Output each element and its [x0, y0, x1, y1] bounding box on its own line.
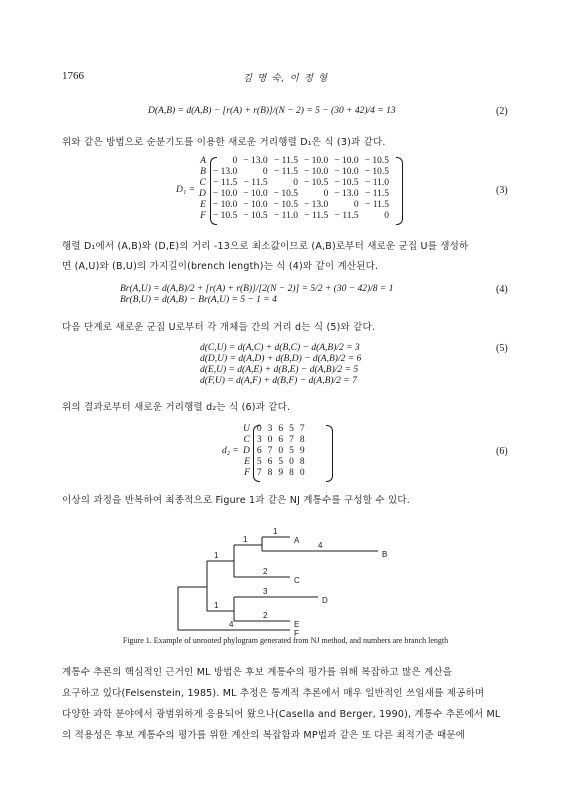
matrix-6-cell: 5	[289, 424, 294, 434]
matrix-6-cell: 9	[278, 468, 284, 478]
matrix-3-row-label: F	[200, 211, 206, 221]
matrix-3-cell: 0	[353, 200, 359, 210]
matrix-6-cell: 9	[299, 446, 305, 456]
matrix-3-row-label: D	[199, 189, 206, 199]
matrix-3-name: D₁ =	[176, 185, 195, 195]
equation-5-line-2: d(D,U) = d(A,D) + d(B,D) − d(A,B)/2 = 6	[200, 354, 362, 364]
matrix-6	[240, 424, 308, 479]
equation-2: D(A,B) = d(A,B) − [r(A) + r(B)]/(N − 2) = 5 − (30 + 42)/4 = 13	[148, 106, 396, 116]
matrix-3-cell: − 10.5	[212, 211, 238, 221]
matrix-3-cell: − 10.5	[273, 189, 298, 199]
matrix-3-right-bracket	[396, 157, 403, 225]
matrix-6-row-label: C	[243, 435, 250, 445]
equation-number-3: (3)	[496, 185, 508, 196]
matrix-6-cell: 7	[299, 424, 305, 434]
matrix-3-row-label: E	[200, 200, 206, 210]
matrix-3-cell: − 10.0	[212, 189, 238, 199]
matrix-3-cell: − 10.0	[303, 156, 329, 166]
tree-branch-length-label: 4	[318, 541, 323, 550]
paragraph-2-line-2: 면 (A,U)와 (B,U)의 가지길이(brench length)는 식 (4)와 같이 계산된다.	[62, 261, 379, 272]
tree-branch-length-label: 1	[214, 551, 219, 560]
figure-1-phylogram	[0, 515, 571, 640]
matrix-6-name: d₂ =	[222, 446, 239, 456]
paragraph-1: 위와 같은 방법으로 순분기도를 이용한 새로운 거리행렬 D₁은 식 (3)과 같다.	[62, 137, 386, 148]
matrix-6-cell: 7	[267, 446, 273, 456]
paragraph-3: 다음 단계로 새로운 군집 U로부터 각 개체들 간의 거리 d는 식 (5)와 같다.	[62, 322, 376, 333]
matrix-3-cell: 0	[384, 211, 390, 221]
matrix-6-cell: 0	[256, 424, 262, 434]
matrix-6-cell: 6	[278, 435, 284, 445]
matrix-3-row	[196, 189, 392, 200]
matrix-3-cell: − 11.5	[365, 189, 390, 199]
matrix-3-cell: − 10.5	[243, 211, 268, 221]
matrix-6-cell: 5	[289, 446, 294, 456]
matrix-3-row-label: A	[200, 156, 206, 166]
equation-4-line-1: Br(A,U) = d(A,B)/2 + [r(A) + r(B)]/[2(N − 2)] = 5/2 + (30 − 42)/8 = 1	[120, 284, 394, 294]
equation-4-line-2: Br(B,U) = d(A,B) − Br(A,U) = 5 − 1 = 4	[120, 295, 277, 305]
tree-branch-length-label: 4	[229, 620, 234, 629]
matrix-6-row	[240, 468, 308, 479]
matrix-3-cell: − 13.0	[212, 167, 238, 177]
equation-number-4: (4)	[496, 284, 508, 295]
tree-leaf-label: C	[294, 576, 300, 585]
tree-branch-length-label: 1	[273, 527, 278, 536]
matrix-3-cell: − 13.0	[303, 200, 329, 210]
matrix-6-row	[240, 457, 308, 468]
equation-number-2: (2)	[496, 106, 508, 117]
matrix-6-cell: 6	[267, 457, 273, 467]
matrix-6-cell: 8	[299, 435, 305, 445]
tree-leaf-label: B	[382, 550, 388, 559]
equation-number-5: (5)	[496, 343, 508, 354]
matrix-3-cell: − 10.0	[212, 200, 238, 210]
tree-leaf-label: D	[322, 596, 328, 605]
matrix-3-cell: − 11.5	[243, 178, 268, 188]
tree-branch-length-label: 3	[263, 587, 268, 596]
matrix-3-cell: 0	[232, 156, 238, 166]
matrix-3-cell: − 11.5	[304, 211, 329, 221]
tree-leaf-label: E	[294, 620, 300, 629]
tree-branch-length-label: 1	[214, 601, 219, 610]
matrix-3-cell: 0	[262, 167, 268, 177]
matrix-6-left-bracket	[253, 425, 260, 482]
matrix-6-cell: 5	[278, 457, 284, 467]
matrix-3-cell: − 11.5	[273, 167, 298, 177]
matrix-6-cell: 7	[289, 435, 294, 445]
equation-5-line-4: d(F,U) = d(A,F) + d(B,F) − d(A,B)/2 = 7	[200, 376, 357, 386]
matrix-3-cell: − 11.5	[273, 156, 298, 166]
matrix-6-cell: 5	[256, 457, 262, 467]
matrix-6-cell: 0	[267, 435, 273, 445]
matrix-3-cell: − 10.0	[334, 156, 359, 166]
matrix-6-row-label: D	[243, 446, 250, 456]
matrix-3-cell: 0	[293, 178, 298, 188]
matrix-3-row-label: C	[199, 178, 206, 188]
tree-branch-length-label: 1	[243, 535, 248, 544]
matrix-6-table	[240, 424, 308, 479]
matrix-3-cell: − 11.5	[365, 200, 390, 210]
matrix-3-row	[196, 167, 392, 178]
matrix-3-cell: − 10.5	[334, 178, 359, 188]
matrix-6-row	[240, 424, 308, 435]
matrix-3-cell: 0	[323, 189, 329, 199]
matrix-3-cell: − 10.0	[334, 167, 359, 177]
tree-branch-length-label: 2	[263, 611, 268, 620]
paragraph-6-line-4: 의 적용성은 후보 계통수의 평가를 위한 계산의 복잡함과 MP법과 같은 또 다른 최적기준 때문에	[62, 730, 466, 741]
matrix-3-row	[196, 156, 392, 167]
matrix-6-cell: 8	[289, 468, 294, 478]
matrix-6-cell: 0	[299, 468, 305, 478]
matrix-3-cell: − 13.0	[334, 189, 359, 199]
matrix-3-row	[196, 211, 392, 222]
matrix-6-cell: 0	[289, 457, 294, 467]
tree-leaf-label: F	[294, 629, 299, 638]
paragraph-4: 위의 결과로부터 새로운 거리행렬 d₂는 식 (6)과 같다.	[62, 402, 291, 413]
matrix-3	[196, 156, 392, 222]
paragraph-2-line-1: 행렬 D₁에서 (A,B)와 (D,E)의 거리 -13으로 최소값이므로 (A,B)로부터 새로운 군집 U를 생성하	[62, 241, 469, 252]
matrix-6-cell: 8	[299, 457, 305, 467]
equation-number-6: (6)	[496, 446, 508, 457]
figure-1-caption: Figure 1. Example of unrooted phylogram generated from NJ method, and numbers are branch length	[122, 636, 449, 645]
matrix-3-left-bracket	[210, 157, 217, 225]
matrix-3-cell: − 10.5	[273, 200, 298, 210]
matrix-6-cell: 8	[267, 468, 273, 478]
matrix-3-cell: − 10.5	[364, 156, 390, 166]
matrix-3-cell: − 13.0	[243, 156, 268, 166]
matrix-3-cell: − 11.5	[213, 178, 238, 188]
paragraph-6-line-1: 계통수 추론의 핵심적인 근거인 ML 방법은 후보 계통수의 평가를 위해 복잡하고 많은 계산을	[62, 667, 453, 678]
matrix-3-cell: − 10.0	[243, 189, 268, 199]
matrix-3-table	[196, 156, 392, 222]
matrix-6-row-label: F	[244, 468, 250, 478]
matrix-6-row	[240, 446, 308, 457]
matrix-3-cell: − 10.5	[364, 167, 390, 177]
matrix-3-cell: − 10.0	[303, 167, 329, 177]
page-number: 1766	[62, 70, 84, 82]
tree-branches	[178, 537, 378, 630]
matrix-3-cell: − 11.0	[365, 178, 390, 188]
paragraph-6-line-2: 요구하고 있다(Felsenstein, 1985). ML 추정은 통계적 추론에서 매우 일반적인 쓰임새를 제공하며	[62, 688, 485, 699]
matrix-3-cell: − 10.0	[243, 200, 268, 210]
matrix-3-row	[196, 200, 392, 211]
matrix-6-row-label: E	[244, 457, 250, 467]
matrix-6-cell: 0	[278, 446, 284, 456]
paragraph-6-line-3: 다양한 과학 분야에서 광범위하게 응용되어 왔으나(Casella and Berger, 1990), 계통수 추론에서 ML	[62, 709, 501, 720]
matrix-6-cell: 3	[256, 435, 262, 445]
matrix-6-cell: 7	[256, 468, 262, 478]
equation-5-line-1: d(C,U) = d(A,C) + d(B,C) − d(A,B)/2 = 3	[200, 343, 360, 353]
matrix-6-cell: 6	[278, 424, 284, 434]
matrix-3-row-label: B	[200, 167, 206, 177]
matrix-6-cell: 6	[256, 446, 262, 456]
tree-branch-length-label: 2	[263, 567, 268, 576]
matrix-3-cell: − 11.0	[273, 211, 298, 221]
matrix-6-row	[240, 435, 308, 446]
matrix-6-cell: 3	[267, 424, 273, 434]
tree-leaf-label: A	[294, 536, 300, 545]
matrix-6-row-label: U	[243, 424, 250, 434]
equation-5-line-3: d(E,U) = d(A,E) + d(B,E) − d(A,B)/2 = 5	[200, 365, 359, 375]
matrix-3-cell: − 11.5	[334, 211, 359, 221]
matrix-3-row	[196, 178, 392, 189]
paragraph-5: 이상의 과정을 반복하여 최종적으로 Figure 1과 같은 NJ 계통수를 구성할 수 있다.	[62, 495, 410, 506]
running-head: 김 명 숙, 이 정 형	[242, 73, 329, 84]
matrix-3-cell: − 10.5	[303, 178, 329, 188]
matrix-6-right-bracket	[326, 425, 333, 482]
tree-branch-length-labels	[214, 527, 323, 629]
